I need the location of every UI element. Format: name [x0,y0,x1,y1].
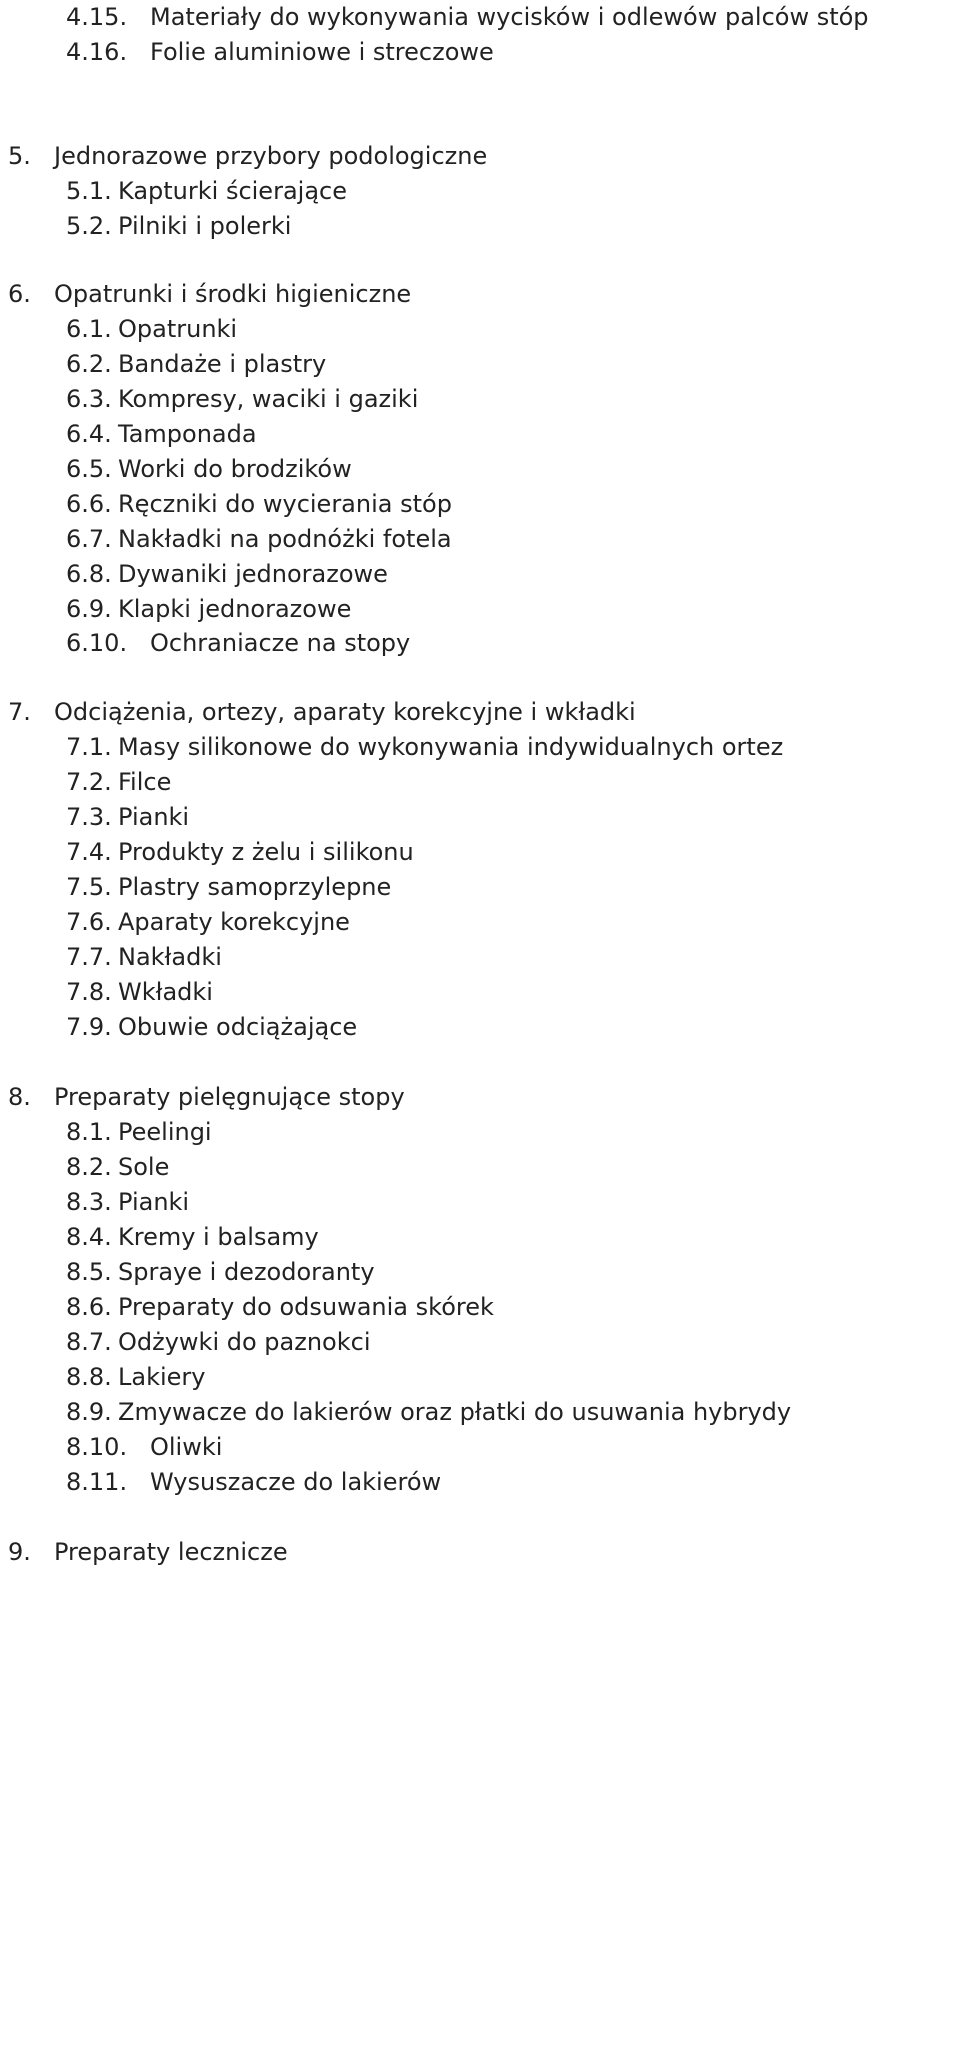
outline-item [0,1427,960,1467]
item-text: Folie aluminiowe i streczowe [150,38,494,66]
outline-item [0,623,960,663]
item-number: 6. [8,280,31,308]
outline-item [0,832,960,872]
outline-item [0,937,960,977]
outline-item [0,484,960,524]
outline-item [0,972,960,1012]
outline-item [0,1147,960,1187]
item-number: 8.7. [66,1328,112,1356]
item-text: Pilniki i polerki [118,212,292,240]
item-number: 7.3. [66,803,112,831]
item-number: 7.4. [66,838,112,866]
item-number: 6.10. [66,629,128,657]
item-number: 6.4. [66,420,112,448]
item-number: 8. [8,1083,31,1111]
item-number: 6.2. [66,350,112,378]
item-text: Masy silikonowe do wykonywania indywidualnych ortez [118,733,784,761]
item-text: Tamponada [118,420,257,448]
item-number: 6.5. [66,455,112,483]
item-text: Kapturki ścierające [118,177,347,205]
outline-item [0,1287,960,1327]
item-number: 7.1. [66,733,112,761]
item-text: Preparaty pielęgnujące stopy [54,1083,405,1111]
item-number: 5. [8,142,31,170]
item-text: Oliwki [150,1433,223,1461]
item-number: 4.15. [66,3,128,31]
item-text: Odciążenia, ortezy, aparaty korekcyjne i wkładki [54,698,636,726]
item-number: 8.9. [66,1398,112,1426]
item-number: 5.2. [66,212,112,240]
outline-item [0,449,960,489]
item-text: Odżywki do paznokci [118,1328,371,1356]
item-text: Peelingi [118,1118,212,1146]
item-text: Spraye i dezodoranty [118,1258,375,1286]
outline-item [0,762,960,802]
item-text: Wysuszacze do lakierów [150,1468,442,1496]
outline-item [0,1217,960,1257]
item-text: Obuwie odciążające [118,1013,358,1041]
item-text: Aparaty korekcyjne [118,908,350,936]
item-text: Opatrunki [118,315,238,343]
outline-item [0,1252,960,1292]
item-text: Lakiery [118,1363,206,1391]
item-text: Zmywacze do lakierów oraz płatki do usuwania hybrydy [118,1398,792,1426]
outline-item [0,519,960,559]
outline-heading [0,692,960,732]
item-number: 6.1. [66,315,112,343]
item-text: Produkty z żelu i silikonu [118,838,414,866]
item-number: 8.6. [66,1293,112,1321]
item-text: Preparaty do odsuwania skórek [118,1293,494,1321]
outline-item [0,1112,960,1152]
item-text: Nakładki na podnóżki fotela [118,525,452,553]
item-text: Opatrunki i środki higieniczne [54,280,412,308]
item-number: 8.2. [66,1153,112,1181]
outline-heading [0,1532,960,1572]
item-text: Klapki jednorazowe [118,595,352,623]
item-text: Jednorazowe przybory podologiczne [54,142,488,170]
item-text: Ręczniki do wycierania stóp [118,490,452,518]
item-text: Pianki [118,803,190,831]
outline-item [0,414,960,454]
outline-item [0,727,960,767]
outline-item [0,1322,960,1362]
item-text: Bandaże i plastry [118,350,327,378]
item-number: 8.3. [66,1188,112,1216]
outline-item [0,171,960,211]
outline-item [0,797,960,837]
item-number: 6.3. [66,385,112,413]
item-number: 7.7. [66,943,112,971]
outline-item [0,1462,960,1502]
item-number: 8.11. [66,1468,128,1496]
item-number: 4.16. [66,38,128,66]
outline-item [0,309,960,349]
item-number: 7.6. [66,908,112,936]
outline-heading [0,274,960,314]
outline-item [0,554,960,594]
item-number: 8.8. [66,1363,112,1391]
item-number: 6.7. [66,525,112,553]
item-number: 7.8. [66,978,112,1006]
item-text: Worki do brodzików [118,455,352,483]
item-text: Dywaniki jednorazowe [118,560,388,588]
item-number: 5.1. [66,177,112,205]
outline-item [0,1007,960,1047]
item-number: 6.8. [66,560,112,588]
item-text: Ochraniacze na stopy [150,629,411,657]
item-number: 7.5. [66,873,112,901]
outline-heading [0,1077,960,1117]
item-text: Pianki [118,1188,190,1216]
item-text: Preparaty lecznicze [54,1538,288,1566]
item-number: 7.9. [66,1013,112,1041]
item-number: 8.5. [66,1258,112,1286]
outline-item [0,206,960,246]
outline-item [0,1182,960,1222]
outline-item [0,344,960,384]
item-text: Filce [118,768,172,796]
outline-item [0,1357,960,1397]
outline-heading [0,136,960,176]
item-number: 8.4. [66,1223,112,1251]
item-text: Sole [118,1153,170,1181]
item-text: Nakładki [118,943,222,971]
item-number: 7.2. [66,768,112,796]
item-number: 8.1. [66,1118,112,1146]
item-number: 7. [8,698,31,726]
outline-item [0,867,960,907]
item-text: Materiały do wykonywania wycisków i odlewów palców stóp [150,3,869,31]
outline-item [0,379,960,419]
item-number: 8.10. [66,1433,128,1461]
item-number: 6.6. [66,490,112,518]
outline-item [0,1392,960,1432]
item-number: 9. [8,1538,31,1566]
item-text: Kompresy, waciki i gaziki [118,385,419,413]
item-text: Plastry samoprzylepne [118,873,392,901]
outline-item [0,32,960,72]
item-text: Kremy i balsamy [118,1223,319,1251]
outline-item [0,902,960,942]
item-text: Wkładki [118,978,213,1006]
item-number: 6.9. [66,595,112,623]
